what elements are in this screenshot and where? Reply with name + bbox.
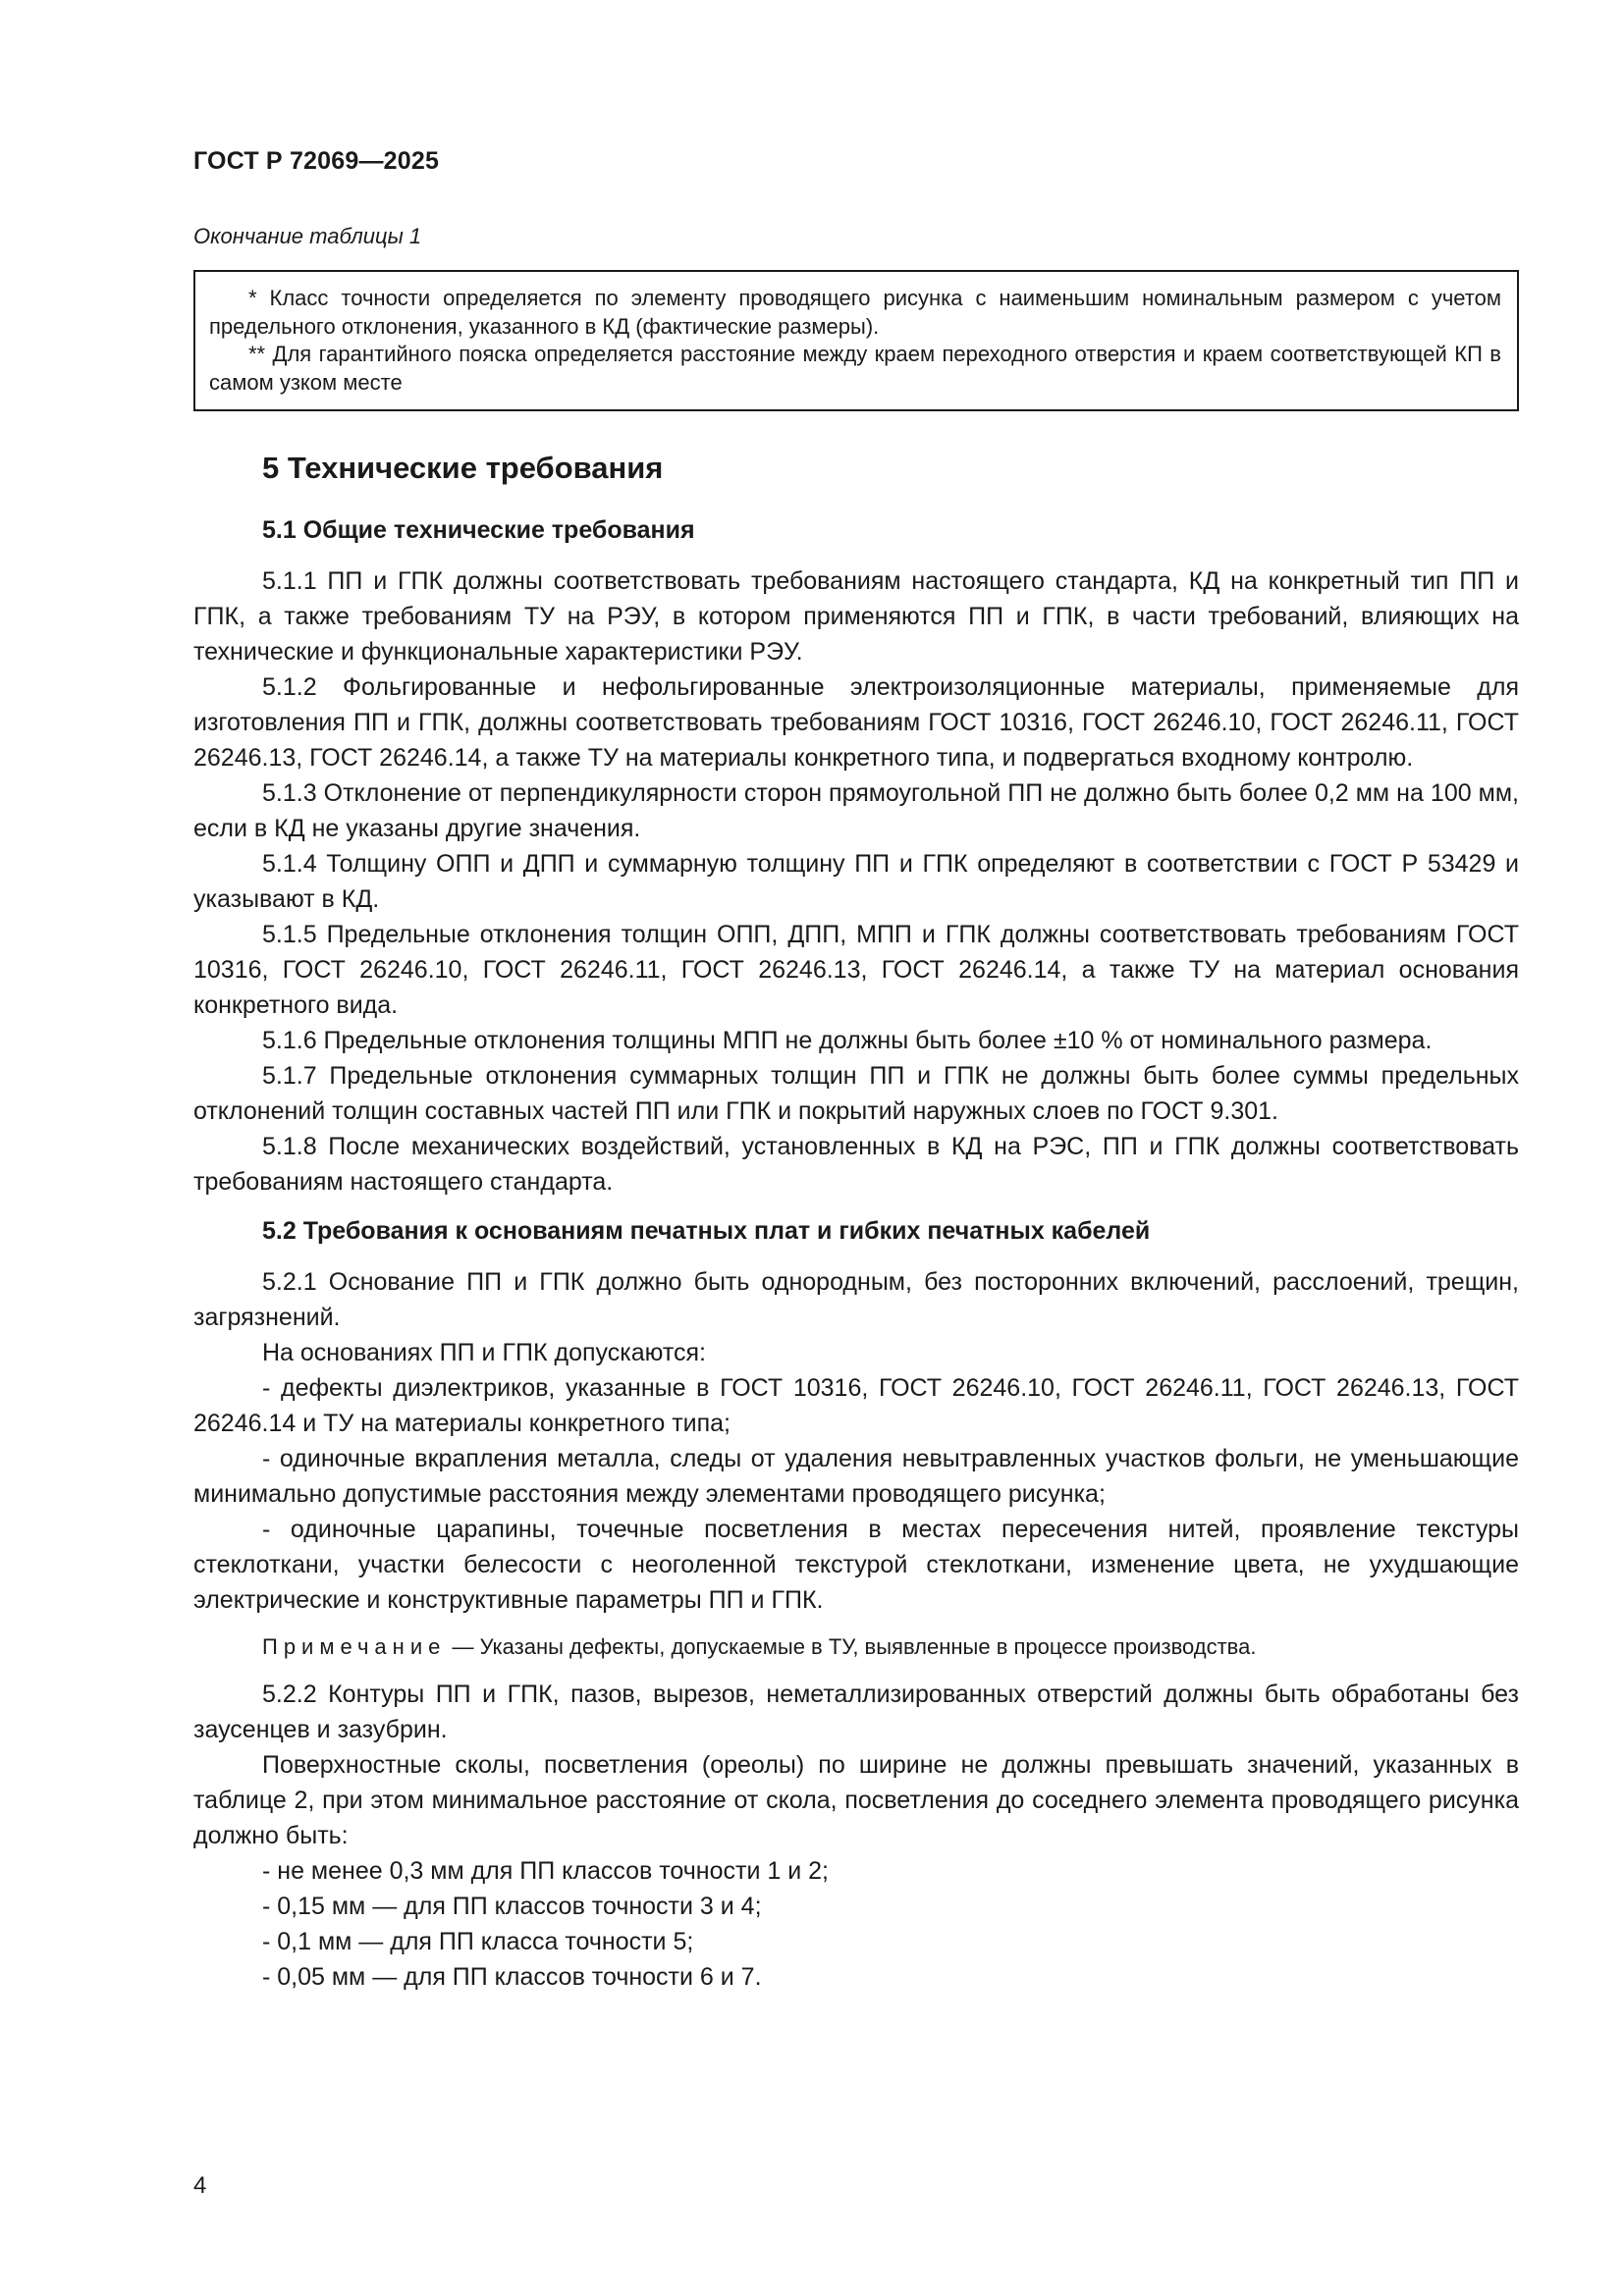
paragraph-5-1-5: 5.1.5 Предельные отклонения толщин ОПП, ДПП, МПП и ГПК должны соответствовать требованиям ГОСТ 10316, ГОСТ 26246.10, ГОСТ 26246.11, ГОСТ 26246.13, ГОСТ 26246.14, а также ТУ на материал основания конкретного вида.	[193, 921, 1519, 1019]
paragraph-5-2-1: 5.2.1 Основание ПП и ГПК должно быть однородным, без посторонних включений, расслоений, трещин, загрязнений.	[193, 1268, 1519, 1331]
list-item: - 0,05 мм — для ПП классов точности 6 и 7.	[262, 1963, 762, 1991]
subsection-title-5-2: 5.2 Требования к основаниям печатных плат и гибких печатных кабелей	[262, 1217, 1151, 1245]
table-notes-box	[193, 270, 1519, 411]
paragraph-5-1-7: 5.1.7 Предельные отклонения суммарных толщин ПП и ГПК не должны быть более суммы предельных отклонений толщин составных частей ПП или ГПК и покрытий наружных слоев по ГОСТ 9.301.	[193, 1062, 1519, 1125]
paragraph-5-1-4: 5.1.4 Толщину ОПП и ДПП и суммарную толщину ПП и ГПК определяют в соответствии с ГОСТ Р 53429 и указывают в КД.	[193, 850, 1519, 913]
paragraph-allowed-intro: На основаниях ПП и ГПК допускаются:	[262, 1339, 706, 1366]
note-text: — Указаны дефекты, допускаемые в ТУ, выявленные в процессе производства.	[446, 1634, 1257, 1659]
list-item: - 0,15 мм — для ПП классов точности 3 и 4;	[262, 1893, 762, 1920]
subsection-title-5-1: 5.1 Общие технические требования	[262, 516, 695, 544]
paragraph-5-2-2: 5.2.2 Контуры ПП и ГПК, пазов, вырезов, неметаллизированных отверстий должны быть обработаны без заусенцев и зазубрин.	[193, 1681, 1519, 1743]
document-page	[193, 0, 1521, 2296]
paragraph-5-1-8: 5.1.8 После механических воздействий, установленных в КД на РЭС, ПП и ГПК должны соответствовать требованиям настоящего стандарта.	[193, 1133, 1519, 1196]
list-item: - одиночные вкрапления металла, следы от удаления невытравленных участков фольги, не уменьшающие минимально допустимые расстояния между элементами проводящего рисунка;	[193, 1445, 1519, 1508]
main-content	[193, 444, 1519, 1995]
paragraph-5-1-2: 5.1.2 Фольгированные и нефольгированные электроизоляционные материалы, применяемые для изготовления ПП и ГПК, должны соответствовать требованиям ГОСТ 10316, ГОСТ 26246.10, ГОСТ 26246.11, ГОСТ 26246.13, ГОСТ 26246.14, а также ТУ на материалы конкретного типа, и подвергаться входному контролю.	[193, 673, 1519, 772]
table-note-2: ** Для гарантийного пояска определяется расстояние между краем переходного отверстия и краем соответствующей КП в самом узком месте	[209, 342, 1501, 395]
list-item: - 0,1 мм — для ПП класса точности 5;	[262, 1928, 694, 1955]
table-note-1: * Класс точности определяется по элементу проводящего рисунка с наименьшим номинальным размером с учетом предельного отклонения, указанного в КД (фактические размеры).	[209, 286, 1501, 339]
table-continuation-label: Окончание таблицы 1	[193, 224, 422, 248]
note-label: Примечание	[262, 1634, 447, 1659]
list-item: - дефекты диэлектриков, указанные в ГОСТ 10316, ГОСТ 26246.10, ГОСТ 26246.11, ГОСТ 26246.13, ГОСТ 26246.14 и ТУ на материалы конкретного типа;	[193, 1374, 1519, 1437]
list-item: - одиночные царапины, точечные посветления в местах пересечения нитей, проявление текстуры стеклоткани, участки белесости с неоголенной текстурой стеклоткани, изменение цвета, не ухудшающие электрические и конструктивные параметры ПП и ГПК.	[193, 1516, 1519, 1614]
page-number: 4	[193, 2172, 207, 2199]
paragraph-5-1-3: 5.1.3 Отклонение от перпендикулярности сторон прямоугольной ПП не должно быть более 0,2 мм на 100 мм, если в КД не указаны другие значения.	[193, 779, 1519, 842]
paragraph-chips: Поверхностные сколы, посветления (ореолы) по ширине не должны превышать значений, указанных в таблице 2, при этом минимальное расстояние от скола, посветления до соседнего элемента проводящего рисунка должно быть:	[193, 1751, 1519, 1849]
list-item: - не менее 0,3 мм для ПП классов точности 1 и 2;	[262, 1857, 829, 1885]
document-header: ГОСТ Р 72069—2025	[193, 147, 440, 175]
paragraph-5-1-6: 5.1.6 Предельные отклонения толщины МПП не должны быть более ±10 % от номинального размера.	[262, 1027, 1433, 1054]
note-paragraph	[193, 1629, 1519, 1665]
section-title: 5 Технические требования	[262, 451, 664, 485]
paragraph-5-1-1: 5.1.1 ПП и ГПК должны соответствовать требованиям настоящего стандарта, КД на конкретный тип ПП и ГПК, а также требованиям ТУ на РЭУ, в котором применяются ПП и ГПК, в части требований, влияющих на технические и функциональные характеристики РЭУ.	[193, 567, 1519, 666]
